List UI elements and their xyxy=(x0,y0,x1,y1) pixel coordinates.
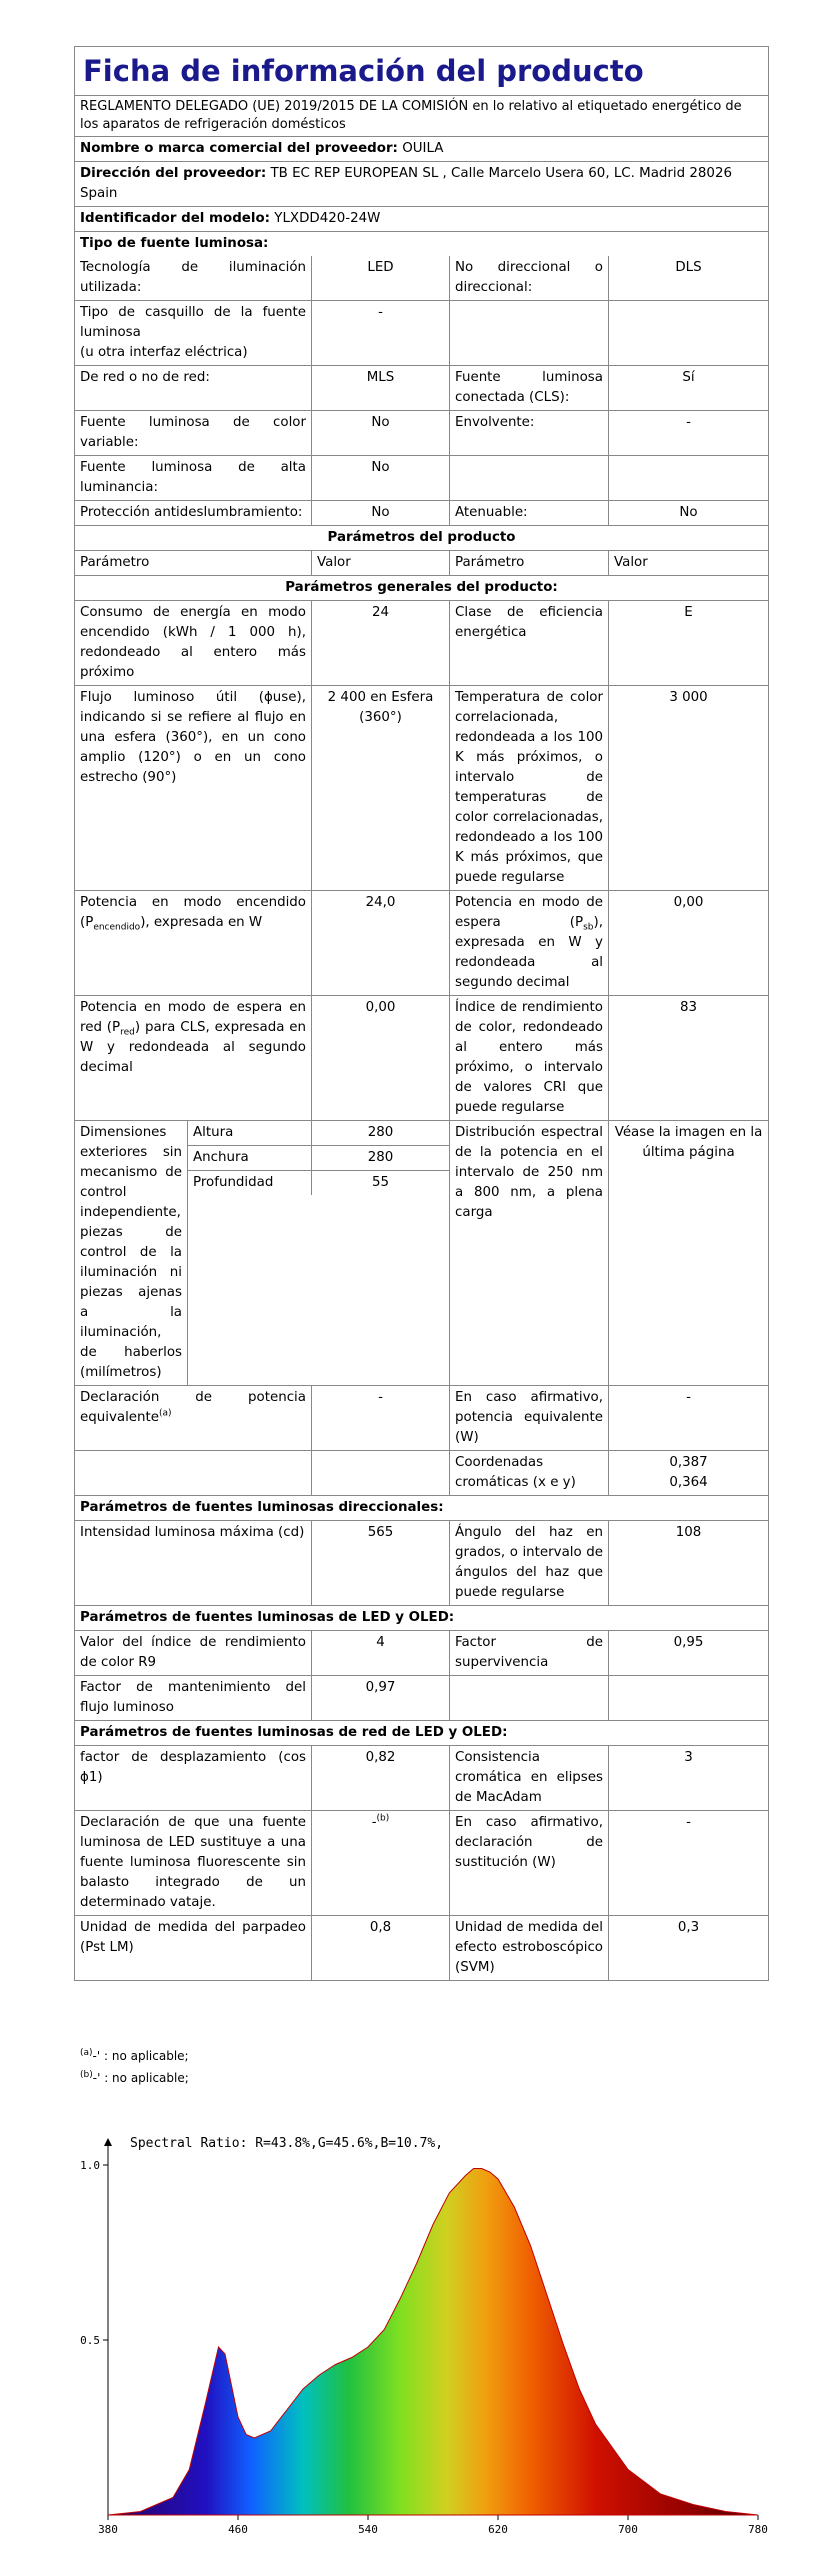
supplier-name-value: OUILA xyxy=(402,141,444,156)
dimensions-row xyxy=(75,1120,768,1385)
model-label: Identificador del modelo: xyxy=(80,211,271,226)
light-type-heading-row xyxy=(75,231,768,256)
chromaticity-value: 0,387 0,364 xyxy=(608,1451,768,1495)
table-row: Intensidad luminosa máxima (cd) 565 Ángulo del haz en grados, o intervalo de ángulos del haz que puede regularse 108 xyxy=(75,1520,768,1605)
regulation-row xyxy=(75,95,768,136)
spectrum-area xyxy=(108,2169,758,2516)
cri-value: 83 xyxy=(608,996,768,1120)
led-heading-row xyxy=(75,1605,768,1630)
y-tick-label: 1.0 xyxy=(80,2159,100,2172)
directional-heading-row xyxy=(75,1495,768,1520)
supplier-address-label: Dirección del proveedor: xyxy=(80,166,267,181)
table-row: De red o no de red: MLS Fuente luminosa conectada (CLS): Sí xyxy=(75,365,768,410)
params-heading: Parámetros del producto xyxy=(327,530,516,545)
table-row: Fuente luminosa de color variable: No Envolvente: - xyxy=(75,410,768,455)
net-standby-label: Potencia en modo de espera en red $(P_{red})$ para CLS, expresada en W y redondeada al segundo decimal xyxy=(80,1000,306,1075)
x-tick-label: 620 xyxy=(488,2523,508,2536)
dim-row: Anchura 280 xyxy=(188,1146,449,1171)
table-row: Valor del índice de rendimiento de color R9 4 Factor de supervivencia 0,95 xyxy=(75,1630,768,1675)
dimensions-table xyxy=(187,1121,449,1385)
y-tick-label: 0.5 xyxy=(80,2334,100,2347)
supplier-address-value: TB EC REP EUROPEAN SL , Calle Marcelo Usera 60, LC. Madrid 28026 Spain xyxy=(80,166,732,201)
power-on-label: Potencia en modo encendido $(P_{encendido})$, expresada en W xyxy=(80,895,306,933)
supplier-name-row xyxy=(75,136,768,161)
table-row: Tecnología de iluminación utilizada: LED No direccional o direccional: DLS xyxy=(75,256,768,300)
model-row xyxy=(75,206,768,231)
table-row xyxy=(75,890,768,995)
x-tick-label: 380 xyxy=(98,2523,118,2536)
chromaticity-label: Coordenadas cromáticas (x e y) xyxy=(449,1451,608,1495)
model-value: YLXDD420-24W xyxy=(274,211,381,226)
net-standby-value: 0,00 xyxy=(311,996,449,1120)
spectral-chart xyxy=(50,2125,789,2545)
page-title: Ficha de información del producto xyxy=(83,54,644,88)
y-axis-arrow xyxy=(104,2138,112,2146)
equiv-value: - xyxy=(311,1386,449,1450)
directional-heading: Parámetros de fuentes luminosas direccionales: xyxy=(80,1500,444,1515)
chart-title: Spectral Ratio: R=43.8%,G=45.6%,B=10.7%, xyxy=(130,2136,444,2151)
table-row xyxy=(75,1385,768,1450)
table-row: Fuente luminosa de alta luminancia: No xyxy=(75,455,768,500)
mains-heading: Parámetros de fuentes luminosas de red de LED y OLED: xyxy=(80,1725,508,1740)
spd-value: Véase la imagen en la última página xyxy=(608,1121,768,1385)
light-type-rows xyxy=(75,256,768,525)
table-row: Protección antideslumbramiento: No Atenuable: No xyxy=(75,500,768,525)
title-row xyxy=(75,47,768,95)
params-heading-row xyxy=(75,525,768,550)
power-on-value: 24,0 xyxy=(311,891,449,995)
general-heading: Parámetros generales del producto: xyxy=(285,580,558,595)
table-row: Factor de mantenimiento del flujo luminoso 0,97 xyxy=(75,1675,768,1720)
col-header-value-2: Valor xyxy=(608,551,768,575)
table-row xyxy=(75,995,768,1120)
spectral-chart-svg xyxy=(50,2125,789,2545)
standby-value: 0,00 xyxy=(608,891,768,995)
footnotes xyxy=(80,2045,189,2089)
table-row: Consumo de energía en modo encendido (kWh / 1 000 h), redondeado al entero más próximo 24 Clase de eficiencia energética E xyxy=(75,600,768,685)
col-header-param: Parámetro xyxy=(80,555,150,570)
x-tick-label: 460 xyxy=(228,2523,248,2536)
spd-label: Distribución espectral de la potencia en el intervalo de 250 nm a 800 nm, a plena carga xyxy=(449,1121,608,1385)
cri-label: Índice de rendimiento de color, redondeado al entero más próximo, o intervalo de valores CRI que puede regularse xyxy=(449,996,608,1120)
table-row xyxy=(75,1450,768,1495)
x-tick-label: 540 xyxy=(358,2523,378,2536)
dimensions-label: Dimensiones exteriores sin mecanismo de control independiente, piezas de control de la iluminación ni piezas ajenas a la iluminación, de haberlos (milímetros) xyxy=(80,1125,182,1380)
supplier-address-row xyxy=(75,161,768,206)
table-row: Declaración de que una fuente luminosa de LED sustituye a una fuente luminosa fluorescente sin balasto integrado de un determinado vataje. -$^{(b)}$ En caso afirmativo, declaración de sustitución (W) - xyxy=(75,1810,768,1915)
equiv2-value: - xyxy=(608,1386,768,1450)
table-row: Flujo luminoso útil (ϕuse), indicando si se refiere al flujo en una esfera (360°), en un cono amplio (120°) o en un cono estrecho (90°) 2 400 en Esfera (360°) Temperatura de color correlacionada, redondeada a los 100 K más próximos, o intervalo de temperaturas de color correlacionadas, redondeado a los 100 K más próximos, que puede regularse 3 000 xyxy=(75,685,768,890)
dim-row: Profundidad 55 xyxy=(188,1171,449,1195)
footnote-b: $^{(b)}$-' : no aplicable; xyxy=(80,2070,189,2085)
dim-row: Altura 280 xyxy=(188,1121,449,1146)
params-col-header-row xyxy=(75,550,768,575)
equiv-label: Declaración de potencia equivalente$^{(a)}$ xyxy=(80,1390,306,1425)
col-header-value: Valor xyxy=(311,551,449,575)
table-row: Tipo de casquillo de la fuente luminosa (u otra interfaz eléctrica) - xyxy=(75,300,768,365)
table-row: Unidad de medida del parpadeo (Pst LM) 0,8 Unidad de medida del efecto estroboscópico (SVM) 0,3 xyxy=(75,1915,768,1980)
standby-label: Potencia en modo de espera $(P_{sb})$, expresada en W y redondeada al segundo decimal xyxy=(449,891,608,995)
x-tick-label: 700 xyxy=(618,2523,638,2536)
product-info-sheet xyxy=(74,46,769,1981)
mains-heading-row xyxy=(75,1720,768,1745)
table-row: factor de desplazamiento (cos ϕ1) 0,82 Consistencia cromática en elipses de MacAdam 3 xyxy=(75,1745,768,1810)
regulation-text: REGLAMENTO DELEGADO (UE) 2019/2015 DE LA COMISIÓN en lo relativo al etiquetado energético de los aparatos de refrigeración domésticos xyxy=(80,99,742,132)
equiv2-label: En caso afirmativo, potencia equivalente (W) xyxy=(449,1386,608,1450)
led-heading: Parámetros de fuentes luminosas de LED y OLED: xyxy=(80,1610,455,1625)
x-tick-label: 780 xyxy=(748,2523,768,2536)
col-header-param-2: Parámetro xyxy=(449,551,608,575)
footnote-a: $^{(a)}$-' : no aplicable; xyxy=(80,2048,189,2063)
general-heading-row xyxy=(75,575,768,600)
light-type-heading: Tipo de fuente luminosa: xyxy=(80,236,269,251)
supplier-name-label: Nombre o marca comercial del proveedor: xyxy=(80,141,398,156)
